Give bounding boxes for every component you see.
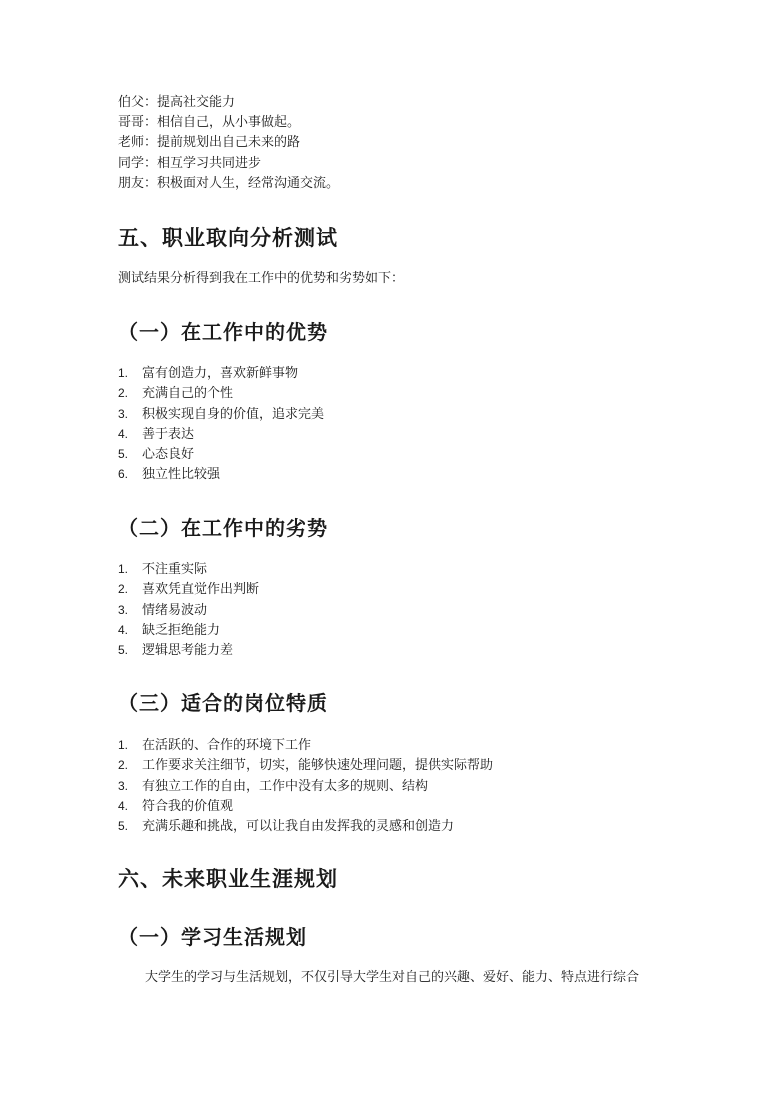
list-item-text: 喜欢凭直觉作出判断 (142, 582, 260, 598)
list-item-text: 充满自己的个性 (142, 386, 234, 402)
list-item-number: 3. (118, 406, 129, 421)
section-5-intro: 测试结果分析得到我在工作中的优势和劣势如下： (118, 271, 405, 286)
advice-line-friend: 朋友：积极面对人生，经常沟通交流。 (118, 176, 340, 191)
list-item-number: 5. (118, 819, 129, 834)
list-item (118, 579, 259, 599)
list-item-number: 4. (118, 426, 129, 441)
list-item (118, 776, 493, 796)
list-item-number: 3. (118, 778, 129, 793)
list-item-text: 情绪易波动 (142, 602, 208, 618)
advice-line-teacher: 老师：提前规划出自己未来的路 (118, 135, 301, 150)
list-item (118, 424, 324, 444)
list-item-text: 工作要求关注细节，切实，能够快速处理问题，提供实际帮助 (142, 758, 494, 774)
list-item-text: 善于表达 (142, 426, 195, 442)
list-item-text: 独立性比较强 (142, 467, 221, 483)
list-item (118, 600, 259, 620)
list-item-text: 在活跃的、合作的环境下工作 (142, 738, 312, 753)
advice-line-classmate: 同学：相互学习共同进步 (118, 156, 262, 171)
list-item-number: 4. (118, 798, 129, 813)
list-item-number: 4. (118, 622, 129, 637)
list-item (118, 640, 259, 660)
list-item-text: 富有创造力，喜欢新鲜事物 (142, 366, 299, 381)
list-item-number: 5. (118, 643, 129, 658)
weaknesses-list (118, 559, 259, 660)
list-item-number: 1. (118, 738, 129, 752)
strengths-heading: （一）在工作中的优势 (118, 320, 328, 344)
list-item (118, 816, 493, 836)
list-item-number: 3. (118, 602, 129, 617)
list-item (118, 444, 324, 464)
list-item-text: 充满乐趣和挑战，可以让我自由发挥我的灵感和创造力 (142, 819, 455, 835)
list-item-text: 逻辑思考能力差 (142, 643, 234, 659)
weaknesses-heading: （二）在工作中的劣势 (118, 516, 328, 540)
list-item-text: 缺乏拒绝能力 (142, 622, 221, 638)
advice-line-uncle: 伯父：提高社交能力 (118, 95, 236, 110)
advice-line-brother: 哥哥：相信自己，从小事做起。 (118, 115, 301, 130)
suitable-traits-heading: （三）适合的岗位特质 (118, 691, 328, 715)
list-item-text: 符合我的价值观 (142, 798, 234, 814)
list-item (118, 464, 324, 484)
list-item (118, 404, 324, 424)
list-item (118, 363, 324, 383)
list-item-number: 1. (118, 562, 129, 576)
section-5-heading: 五、职业取向分析测试 (118, 226, 338, 250)
list-item (118, 796, 493, 816)
list-item (118, 735, 493, 755)
list-item-number: 6. (118, 467, 129, 482)
list-item (118, 383, 324, 403)
list-item-text: 不注重实际 (142, 562, 208, 577)
list-item-text: 有独立工作的自由，工作中没有太多的规则、结构 (142, 778, 429, 794)
suitable-traits-list (118, 735, 493, 836)
list-item-number: 2. (118, 758, 129, 773)
section-6-heading: 六、未来职业生涯规划 (118, 867, 338, 891)
list-item-number: 5. (118, 447, 129, 462)
study-life-plan-heading: （一）学习生活规划 (118, 925, 307, 949)
list-item-number: 2. (118, 386, 129, 401)
list-item-text: 积极实现自身的价值，追求完美 (142, 406, 325, 422)
list-item-number: 1. (118, 366, 129, 380)
list-item (118, 755, 493, 775)
list-item (118, 559, 259, 579)
study-life-plan-paragraph: 大学生的学习与生活规划，不仅引导大学生对自己的兴趣、爱好、能力、特点进行综合 (145, 970, 640, 985)
strengths-list (118, 363, 324, 485)
list-item (118, 620, 259, 640)
list-item-number: 2. (118, 582, 129, 597)
list-item-text: 心态良好 (142, 447, 195, 463)
